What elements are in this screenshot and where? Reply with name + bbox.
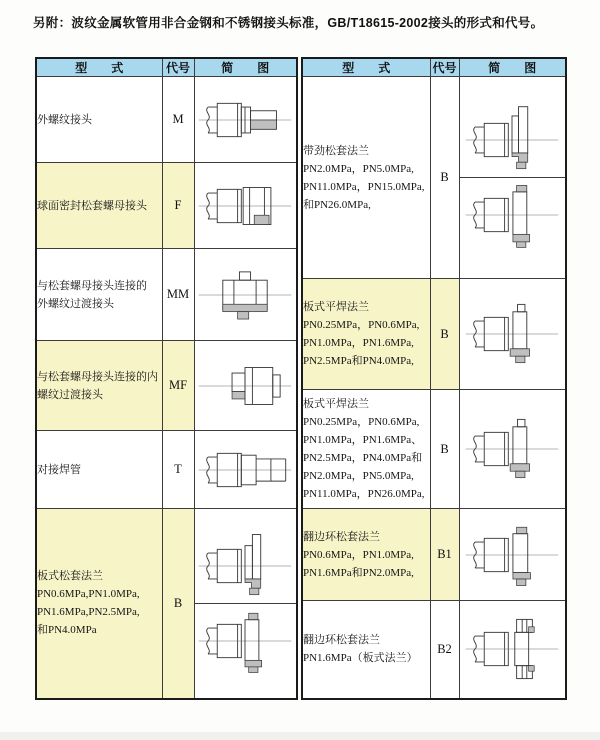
joint-code-cell: B	[430, 77, 459, 279]
diagram-subcell	[460, 518, 566, 592]
joint-code-cell: B1	[430, 509, 459, 601]
flange-ring-diagram-icon	[462, 612, 562, 686]
table-row	[302, 390, 566, 509]
joint-type-cell	[302, 601, 430, 699]
table-row	[302, 509, 566, 601]
joint-diagram-cell	[194, 509, 297, 699]
joint-type-cell	[302, 77, 430, 279]
joint-type-line: 翻边环松套法兰	[303, 530, 380, 543]
joint-type-line: PN2.5MPa和PN4.0MPa,	[303, 355, 414, 367]
joint-type-cell	[36, 431, 162, 509]
diagram-subcell	[460, 103, 566, 177]
male-thread-diagram-icon	[195, 83, 295, 157]
joint-diagram-cell	[194, 431, 297, 509]
joint-diagram-cell	[194, 77, 297, 163]
joint-type-line: 与松套螺母接头连接的	[37, 279, 147, 292]
loose-nut-diagram-icon	[195, 169, 295, 243]
flange-plate-down-diagram-icon	[195, 604, 295, 678]
joint-code-cell: B2	[430, 601, 459, 699]
left-joint-table	[35, 57, 298, 700]
flange-neck-down-diagram-icon	[462, 178, 562, 252]
diagram-stack	[460, 103, 566, 252]
col-header-diagram: 简 图	[459, 58, 566, 77]
joint-diagram-cell	[459, 77, 566, 279]
diagram-subcell	[195, 83, 297, 157]
joint-type-cell	[36, 163, 162, 249]
joint-diagram-cell	[459, 279, 566, 390]
diagram-stack	[195, 529, 297, 678]
diagram-stack	[195, 258, 297, 332]
joint-type-line: PN1.0MPa，PN1.6MPa,	[303, 337, 414, 349]
col-header-type: 型 式	[302, 58, 430, 77]
joint-type-cell	[36, 77, 162, 163]
butt-weld-diagram-icon	[195, 433, 295, 507]
joint-type-cell	[302, 509, 430, 601]
flange-weld-diagram-icon	[462, 297, 562, 371]
joint-type-line: 带劲松套法兰	[303, 144, 369, 157]
page-title: 另附：波纹金属软管用非合金钢和不锈钢接头标准，GB/T18615-2002接头的形式和代号。	[33, 16, 544, 30]
diagram-subcell	[195, 433, 297, 507]
diagram-stack	[195, 433, 297, 507]
joint-diagram-cell	[459, 390, 566, 509]
diagram-subcell	[460, 177, 566, 252]
joint-type-line: PN0.6MPa，PN1.0MPa,	[303, 548, 414, 561]
table-row	[36, 341, 297, 431]
diagram-subcell	[460, 297, 566, 371]
joint-type-line: 板式平焊法兰	[303, 398, 369, 410]
joint-type-line: PN11.0MPa，PN26.0MPa,	[303, 488, 425, 500]
joint-type-cell	[36, 509, 162, 699]
flange-plate-up-diagram-icon	[195, 529, 295, 603]
joint-type-line: 螺纹过渡接头	[37, 388, 103, 401]
table-row	[36, 77, 297, 163]
right-table-body	[302, 77, 566, 699]
joint-type-line: PN11.0MPa，PN15.0MPa,	[303, 180, 425, 193]
joint-code-cell: B	[430, 390, 459, 509]
joint-type-line: PN2.5MPa，PN4.0MPa和	[303, 452, 423, 464]
tables-container	[35, 57, 567, 700]
right-joint-table	[301, 57, 567, 700]
joint-code-cell: MF	[162, 341, 194, 431]
joint-type-line: PN0.6MPa,PN1.0MPa,	[37, 588, 140, 601]
header-row	[302, 58, 566, 77]
diagram-stack	[195, 83, 297, 157]
table-row	[36, 431, 297, 509]
flange-weld-diagram-icon	[462, 412, 562, 486]
table-row	[36, 509, 297, 699]
joint-diagram-cell	[459, 601, 566, 699]
diagram-subcell	[195, 603, 297, 678]
joint-type-line: PN0.25MPa，PN0.6MPa,	[303, 416, 420, 428]
joint-type-line: PN2.0MPa，PN5.0MPa,	[303, 470, 414, 482]
joint-type-line: PN1.6MPa和PN2.0MPa,	[303, 566, 414, 579]
joint-code-cell: B	[162, 509, 194, 699]
page-bottom-edge	[0, 732, 600, 740]
joint-type-line: 球面密封松套螺母接头	[37, 199, 147, 212]
diagram-subcell	[460, 612, 566, 686]
joint-code-cell: B	[430, 279, 459, 390]
table-row	[302, 601, 566, 699]
joint-type-cell	[36, 341, 162, 431]
table-row	[302, 279, 566, 390]
diagram-stack	[460, 412, 566, 486]
joint-code-cell: F	[162, 163, 194, 249]
col-header-code: 代号	[430, 58, 459, 77]
joint-type-line: PN2.0MPa，PN5.0MPa,	[303, 162, 414, 175]
diagram-subcell	[460, 412, 566, 486]
joint-type-line: PN0.25MPa，PN0.6MPa,	[303, 319, 420, 331]
table-row	[36, 163, 297, 249]
joint-type-cell	[36, 249, 162, 341]
joint-type-line: 和PN26.0MPa,	[303, 198, 371, 211]
joint-type-line: PN1.6MPa,PN2.5MPa,	[37, 606, 140, 619]
joint-code-cell: M	[162, 77, 194, 163]
joint-diagram-cell	[194, 341, 297, 431]
diagram-stack	[460, 518, 566, 592]
joint-diagram-cell	[194, 163, 297, 249]
male-female-diagram-icon	[195, 349, 295, 423]
diagram-stack	[195, 169, 297, 243]
col-header-diagram: 简 图	[194, 58, 297, 77]
joint-type-line: PN1.6MPa（板式法兰）	[303, 652, 418, 665]
joint-type-line: 板式松套法兰	[37, 570, 103, 583]
joint-type-line: 外螺纹接头	[37, 113, 92, 126]
left-table-body	[36, 77, 297, 699]
hex-nipple-diagram-icon	[195, 258, 295, 332]
joint-type-line: 板式平焊法兰	[303, 301, 369, 313]
diagram-subcell	[195, 169, 297, 243]
joint-type-line: 和PN4.0MPa	[37, 624, 97, 637]
joint-type-line: 外螺纹过渡接头	[37, 297, 114, 310]
col-header-code: 代号	[162, 58, 194, 77]
diagram-subcell	[195, 529, 297, 603]
table-row	[36, 249, 297, 341]
joint-type-line: PN1.0MPa，PN1.6MPa、	[303, 434, 423, 446]
diagram-subcell	[195, 349, 297, 423]
joint-type-cell	[302, 390, 430, 509]
joint-type-line: 对接焊管	[37, 463, 81, 476]
diagram-stack	[460, 612, 566, 686]
flange-b1-diagram-icon	[462, 518, 562, 592]
flange-neck-up-diagram-icon	[462, 103, 562, 177]
diagram-subcell	[195, 258, 297, 332]
diagram-stack	[195, 349, 297, 423]
joint-diagram-cell	[194, 249, 297, 341]
header-row	[36, 58, 297, 77]
table-row	[302, 77, 566, 279]
col-header-type: 型 式	[36, 58, 162, 77]
joint-type-line: 翻边环松套法兰	[303, 634, 380, 647]
joint-code-cell: T	[162, 431, 194, 509]
joint-type-cell	[302, 279, 430, 390]
joint-code-cell: MM	[162, 249, 194, 341]
joint-type-line: 与松套螺母接头连接的内	[37, 370, 158, 383]
joint-diagram-cell	[459, 509, 566, 601]
diagram-stack	[460, 297, 566, 371]
